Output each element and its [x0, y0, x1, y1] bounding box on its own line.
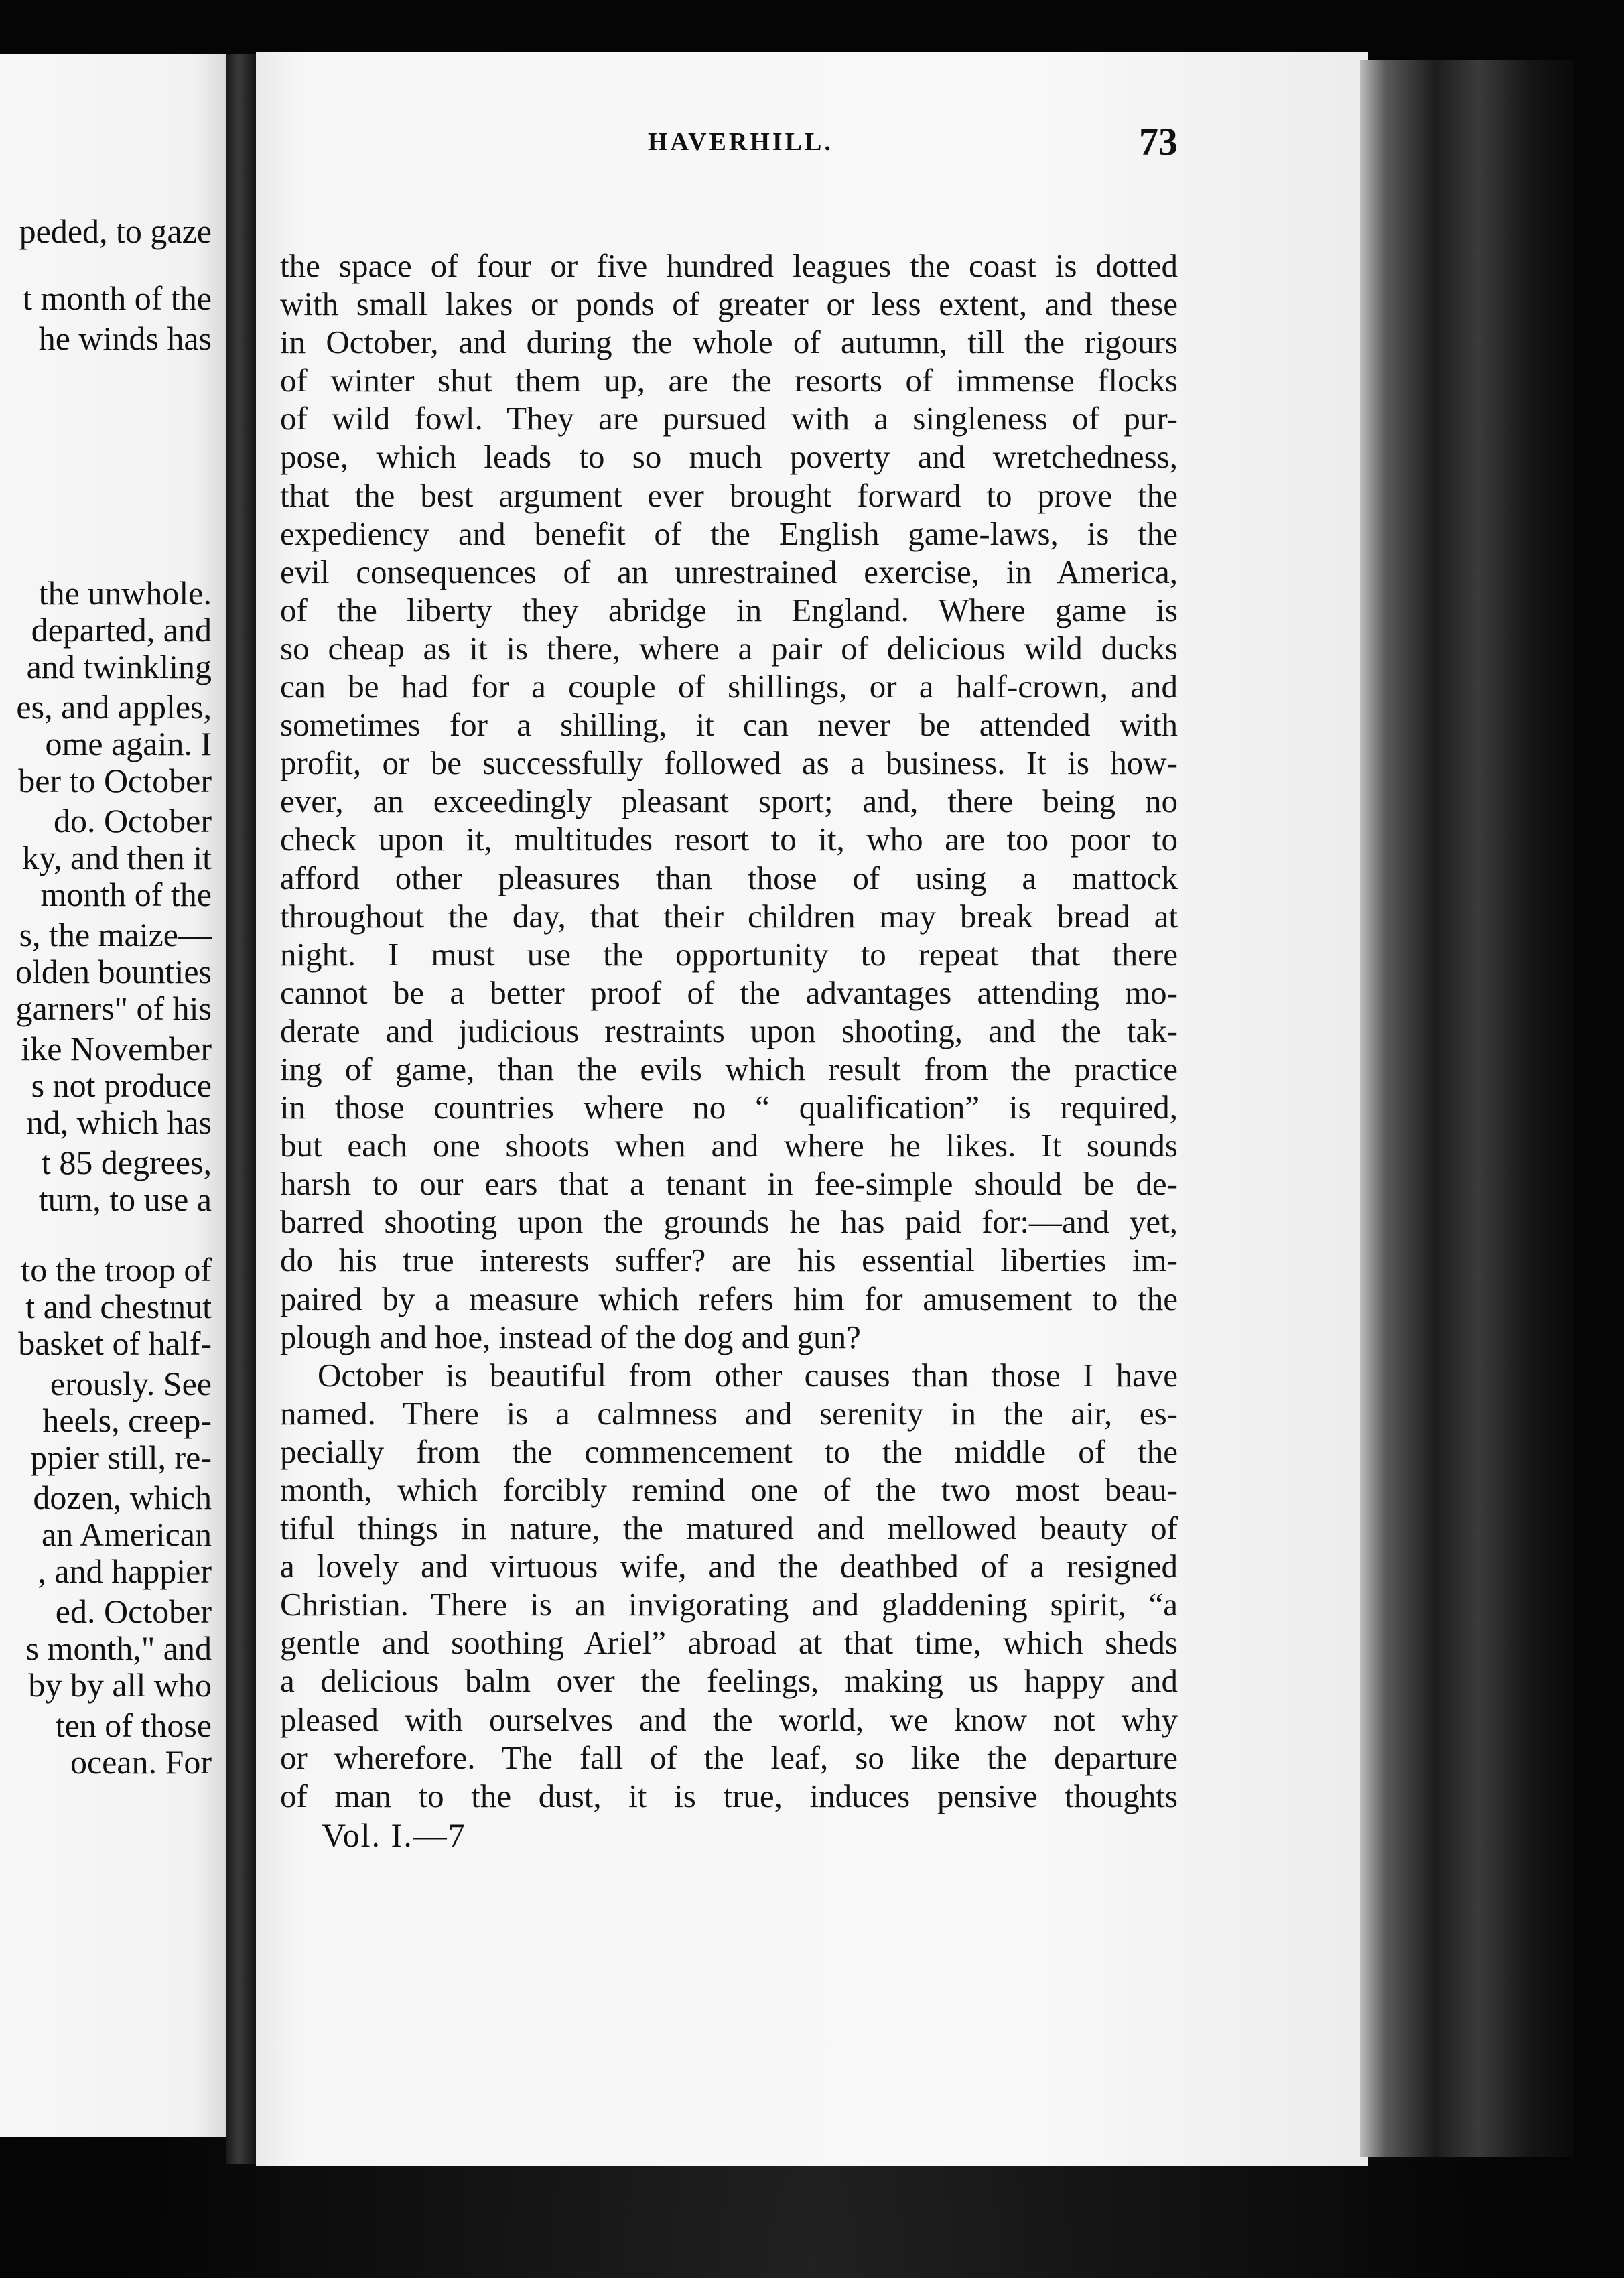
text-line: sometimes for a shilling, it can never be attended with — [280, 706, 1178, 744]
text-line: October is beautiful from other causes than those I have — [318, 1356, 1178, 1394]
text-line: with small lakes or ponds of greater or less extent, and these — [280, 285, 1178, 323]
text-line: Christian. There is an invigorating and gladdening spirit, “a — [280, 1586, 1178, 1623]
text-line: that the best argument ever brought forward to prove the — [280, 476, 1178, 514]
facing-page-line: s month," and — [25, 1629, 212, 1667]
signature-mark: Vol. I.—7 — [322, 1816, 466, 1854]
facing-page-line: heels, creep- — [42, 1402, 212, 1439]
facing-page — [0, 54, 228, 2137]
facing-page-line: ike November — [21, 1030, 212, 1067]
facing-page-line: t month of the — [23, 279, 212, 317]
facing-page-line: ten of those — [55, 1706, 212, 1744]
text-line: in October, and during the whole of autumn, till the rigours — [280, 324, 1178, 361]
text-line: a delicious balm over the feelings, making us happy and — [280, 1662, 1178, 1700]
text-line: of winter shut them up, are the resorts of immense flocks — [280, 362, 1178, 399]
facing-page-line: ed. October — [55, 1593, 212, 1630]
text-line: profit, or be successfully followed as a business. It is how- — [280, 744, 1178, 782]
text-line: expediency and benefit of the English game-laws, is the — [280, 515, 1178, 552]
facing-page-line: and twinkling — [26, 648, 212, 685]
facing-page-line: to the troop of — [21, 1251, 212, 1288]
facing-page-line: departed, and — [31, 611, 212, 649]
facing-page-line: s not produce — [31, 1067, 212, 1104]
book-gutter — [226, 54, 257, 2164]
facing-page-line: basket of half- — [18, 1325, 212, 1362]
text-line: paired by a measure which refers him for amusement to the — [280, 1280, 1178, 1317]
text-line: do his true interests suffer? are his essential liberties im- — [280, 1242, 1178, 1279]
text-line: so cheap as it is there, where a pair of delicious wild ducks — [280, 629, 1178, 667]
text-line: or wherefore. The fall of the leaf, so like the departure — [280, 1739, 1178, 1776]
text-line: plough and hoe, instead of the dog and gun? — [280, 1318, 861, 1355]
text-line: named. There is a calmness and serenity in the air, es- — [280, 1394, 1178, 1432]
text-line: throughout the day, that their children may break bread at — [280, 897, 1178, 935]
facing-page-line: olden bounties — [15, 953, 212, 990]
facing-page-line: garners" of his — [15, 990, 212, 1027]
facing-page-line: ky, and then it — [22, 839, 212, 876]
facing-page-line: ome again. I — [45, 725, 212, 762]
facing-page-line: erously. See — [50, 1365, 212, 1402]
facing-page-line: month of the — [40, 876, 212, 913]
text-line: harsh to our ears that a tenant in fee-simple should be de- — [280, 1165, 1178, 1203]
text-line: of man to the dust, it is true, induces pensive thoughts — [280, 1777, 1178, 1814]
body-text — [280, 247, 1178, 1815]
running-head — [390, 119, 1194, 166]
text-line: the space of four or five hundred leagues the coast is dotted — [280, 247, 1178, 284]
text-line: pose, which leads to so much poverty and wretchedness, — [280, 438, 1178, 476]
facing-page-line: ppier still, re- — [30, 1438, 212, 1476]
facing-page-line: s, the maize— — [19, 916, 212, 953]
facing-page-line: he winds has — [38, 320, 212, 357]
text-line: in those countries where no “ qualification” is required, — [280, 1089, 1178, 1126]
text-line: can be had for a couple of shillings, or a half-crown, and — [280, 668, 1178, 706]
text-line: pecially from the commencement to the middle of the — [280, 1432, 1178, 1470]
facing-page-line: ocean. For — [70, 1743, 212, 1781]
facing-page-line: the unwhole. — [38, 574, 212, 612]
facing-page-line: es, and apples, — [16, 688, 212, 726]
text-line: afford other pleasures than those of using a mattock — [280, 859, 1178, 896]
facing-page-line: do. October — [53, 802, 212, 840]
text-line: ing of game, than the evils which result from the practice — [280, 1050, 1178, 1087]
text-line: cannot be a better proof of the advantages attending mo- — [280, 974, 1178, 1011]
text-line: but each one shoots when and where he likes. It sounds — [280, 1127, 1178, 1164]
facing-page-line: , and happier — [38, 1552, 212, 1590]
text-line: month, which forcibly remind one of the two most beau- — [280, 1471, 1178, 1508]
text-line: of the liberty they abridge in England. Where game is — [280, 591, 1178, 628]
facing-page-line: t and chestnut — [25, 1288, 212, 1325]
text-line: pleased with ourselves and the world, we know not why — [280, 1700, 1178, 1738]
text-line: of wild fowl. They are pursued with a singleness of pur- — [280, 400, 1178, 438]
facing-page-line: dozen, which — [33, 1479, 212, 1516]
page-fore-edge — [1360, 60, 1574, 2157]
text-line: check upon it, multitudes resort to it, who are too poor to — [280, 821, 1178, 858]
facing-page-line: by by all who — [28, 1666, 212, 1704]
facing-page-line: an American — [41, 1516, 212, 1553]
facing-page-line: peded, to gaze — [19, 212, 212, 250]
text-line: derate and judicious restraints upon shooting, and the tak- — [280, 1012, 1178, 1049]
facing-page-line: turn, to use a — [38, 1181, 212, 1218]
page-number: 73 — [1139, 120, 1178, 163]
text-line: a lovely and virtuous wife, and the deathbed of a resigned — [280, 1548, 1178, 1585]
text-line: tiful things in nature, the matured and mellowed beauty of — [280, 1510, 1178, 1547]
facing-page-line: t 85 degrees, — [41, 1144, 212, 1181]
text-line: night. I must use the opportunity to repeat that there — [280, 935, 1178, 973]
facing-page-line: nd, which has — [26, 1103, 212, 1141]
text-line: ever, an exceedingly pleasant sport; and, there being no — [280, 783, 1178, 820]
text-line: gentle and soothing Ariel” abroad at that time, which sheds — [280, 1624, 1178, 1662]
facing-page-line: ber to October — [18, 762, 212, 799]
text-line: evil consequences of an unrestrained exercise, in America, — [280, 553, 1178, 590]
running-title: HAVERHILL. — [648, 128, 833, 156]
text-line: barred shooting upon the grounds he has paid for:—and yet, — [280, 1203, 1178, 1241]
